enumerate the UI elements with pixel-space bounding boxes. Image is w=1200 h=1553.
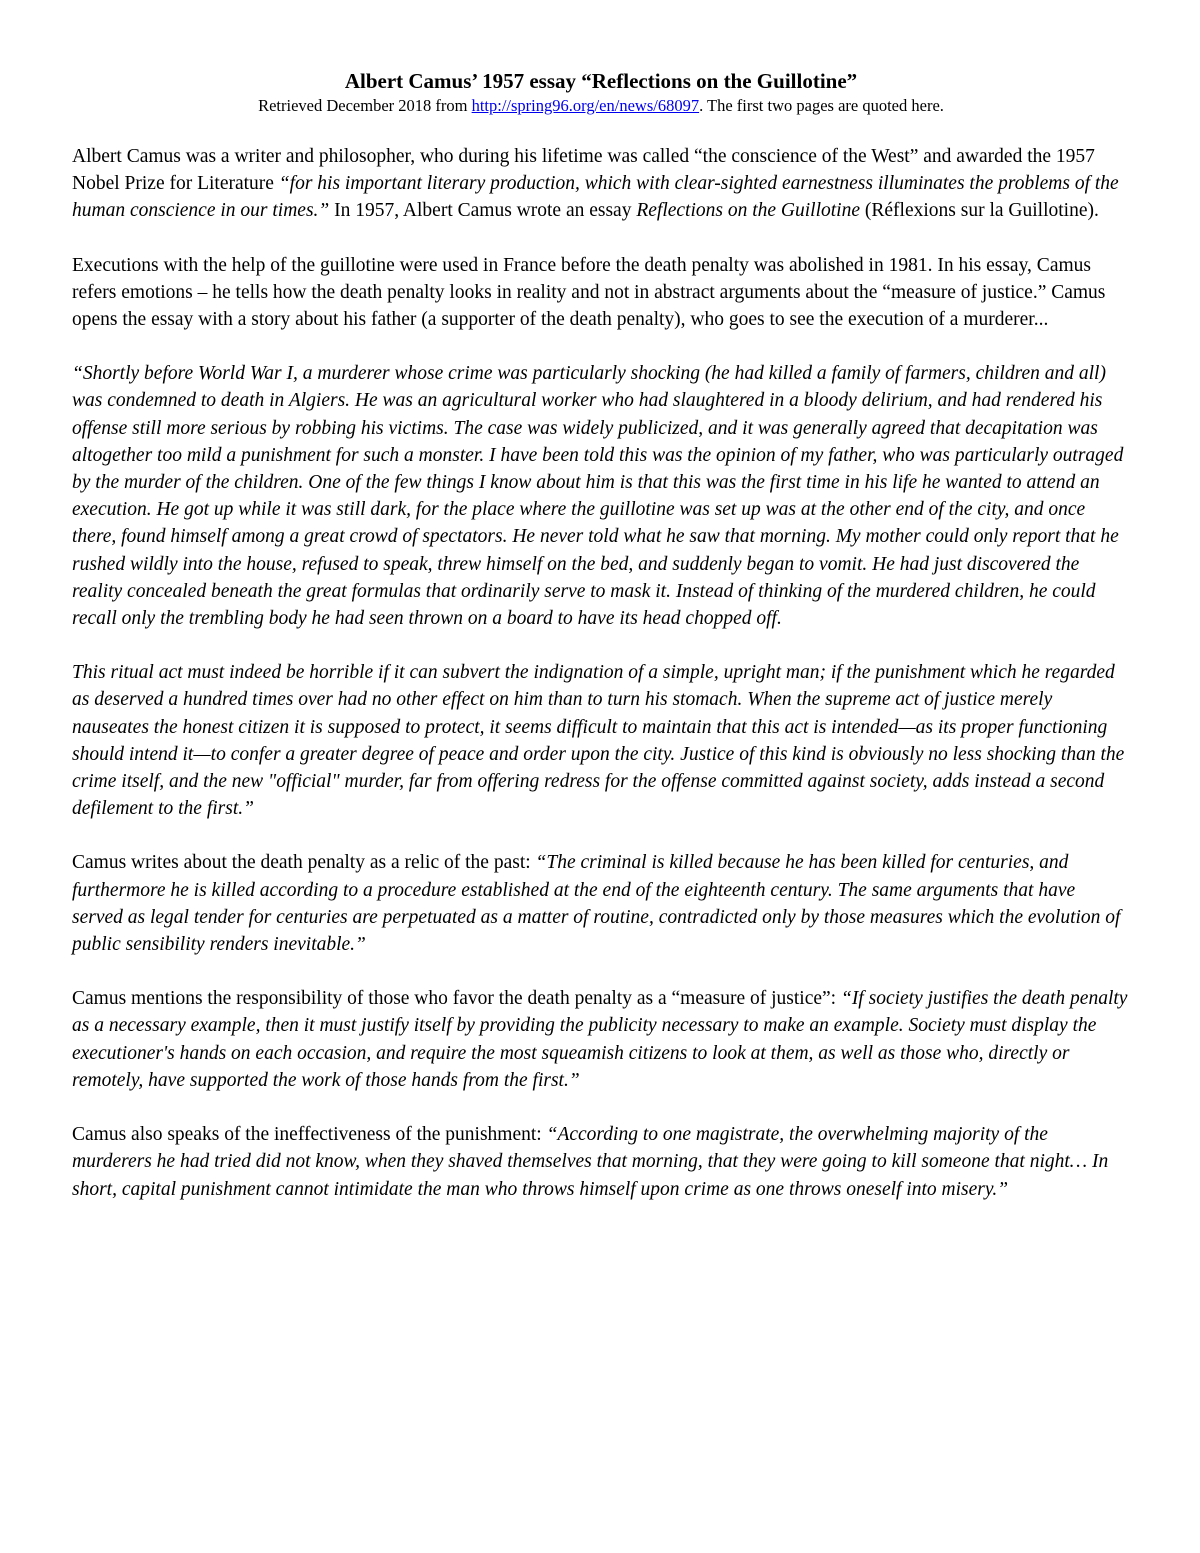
essay-title-italic: Reflections on the Guillotine bbox=[636, 200, 861, 222]
source-suffix: . The first two pages are quoted here. bbox=[699, 96, 944, 115]
responsibility-intro: Camus mentions the responsibility of those who favor the death penalty as a “measure of justice”: bbox=[72, 988, 841, 1010]
paragraph-intro bbox=[72, 143, 1130, 225]
document-page bbox=[72, 68, 1130, 1230]
paragraph-context: Executions with the help of the guillotine were used in France before the death penalty was abolished in 1981. In his essay, Camus refers emotions – he tells how the death penalty looks in reality and not in abstract arguments about the “measure of justice.” Camus opens the essay with a story about his father (a supporter of the death penalty), who goes to see the execution of a murderer... bbox=[72, 254, 1106, 331]
intro-text-c: In 1957, Albert Camus wrote an essay bbox=[329, 200, 637, 222]
intro-text-e: (Réflexions sur la Guillotine). bbox=[860, 200, 1099, 222]
responsibility-quote: “If society justifies the death penalty as a necessary example, then it must justify itself by providing the publicity necessary to make an example. Society must display the executioner's hands on each occasion, and require the most squeamish citizens to look at them, as well as those who, directly or remotely, have supported the work of those hands from the first.” bbox=[72, 988, 1128, 1091]
paragraph-quote-ritual: This ritual act must indeed be horrible if it can subvert the indignation of a simple, upright man; if the punishment which he regarded as deserved a hundred times over had no other effect on him than to turn his stomach. When the supreme act of justice merely nauseates the honest citizen it is supposed to protect, it seems difficult to maintain that this act is intended—as its proper functioning should intend it—to confer a greater degree of peace and order upon the city. Justice of this kind is obviously no less shocking than the crime itself, and the new "official" murder, far from offering redress for the offense committed against society, adds instead a second defilement to the first.” bbox=[72, 662, 1125, 820]
source-prefix: Retrieved December 2018 from bbox=[258, 96, 472, 115]
paragraph-responsibility bbox=[72, 985, 1130, 1094]
paragraph-ineffectiveness bbox=[72, 1121, 1130, 1203]
document-title: Albert Camus’ 1957 essay “Reflections on the Guillotine” bbox=[344, 69, 858, 93]
source-line bbox=[72, 95, 1130, 117]
paragraph-relic bbox=[72, 849, 1130, 958]
intro-text-a: Albert Camus was a writer and philosopher, who during his lifetime was called “the conscience of the West” and awarded the 1957 Nobel Prize for Literature bbox=[72, 146, 1095, 195]
relic-quote: “The criminal is killed because he has been killed for centuries, and furthermore he is killed according to a procedure established at the end of the eighteenth century. The same arguments that have served as legal tender for centuries are perpetuated as a matter of routine, contradicted only by those measures which the evolution of public sensibility renders inevitable.” bbox=[72, 852, 1121, 956]
paragraph-quote-father: “Shortly before World War I, a murderer whose crime was particularly shocking (he had killed a family of farmers, children and all) was condemned to death in Algiers. He was an agricultural worker who had slaughtered in a bloody delirium, and had rendered his offense still more serious by robbing his victims. The case was widely publicized, and it was generally agreed that decapitation was altogether too mild a punishment for such a monster. I have been told this was the opinion of my father, who was particularly outraged by the murder of the children. One of the few things I know about him is that this was the first time in his life he wanted to attend an execution. He got up while it was still dark, for the place where the guillotine was set up was at the other end of the city, and once there, found himself among a great crowd of spectators. He never told what he saw that morning. My mother could only report that he rushed wildly into the house, refused to speak, threw himself on the bed, and suddenly began to vomit. He had just discovered the reality concealed beneath the great formulas that ordinarily serve to mask it. Instead of thinking of the murdered children, he could recall only the trembling body he had seen thrown on a board to have its head chopped off. bbox=[72, 363, 1124, 630]
relic-intro: Camus writes about the death penalty as a relic of the past: bbox=[72, 852, 536, 874]
ineffectiveness-quote: “According to one magistrate, the overwhelming majority of the murderers he had tried did not know, when they shaved themselves that morning, that they were going to kill someone that night… In short, capital punishment cannot intimidate the man who throws himself upon crime as one throws oneself into misery.” bbox=[72, 1124, 1109, 1200]
ineffectiveness-intro: Camus also speaks of the ineffectiveness of the punishment: bbox=[72, 1124, 547, 1146]
source-link[interactable]: http://spring96.org/en/news/68097 bbox=[471, 96, 700, 115]
nobel-citation-quote: “for his important literary production, which with clear-sighted earnestness illuminates the problems of the human conscience in our times.” bbox=[72, 173, 1119, 222]
